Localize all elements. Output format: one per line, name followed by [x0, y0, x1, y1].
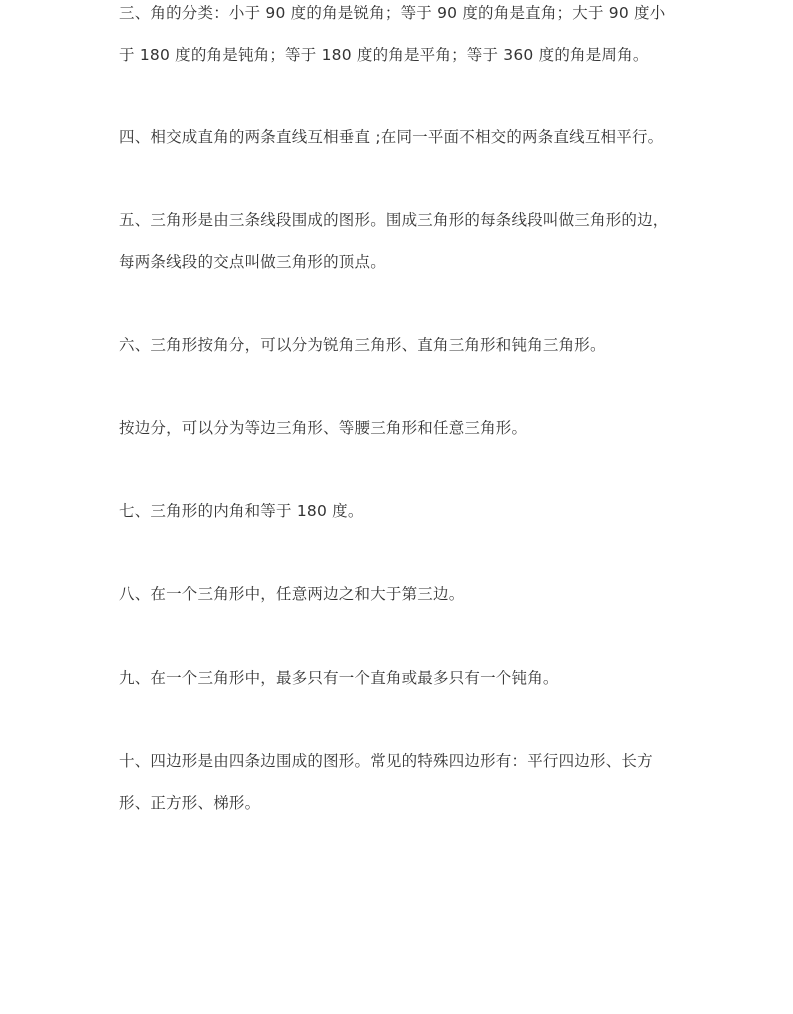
paragraph-angle-classification — [119, 0, 681, 76]
paragraph-triangle-by-side — [119, 407, 681, 449]
text-line: 七、三角形的内角和等于 180 度。 — [119, 502, 364, 520]
paragraph-perpendicular-parallel — [119, 116, 681, 158]
paragraph-triangle-angle-sum — [119, 490, 681, 532]
text-line: 九、在一个三角形中，最多只有一个直角或最多只有一个钝角。 — [119, 669, 559, 687]
text-line: 十、四边形是由四条边围成的图形。常见的特殊四边形有：平行四边形、长方 — [119, 752, 653, 770]
paragraph-triangle-inequality — [119, 573, 681, 615]
paragraph-triangle-angle-limits — [119, 657, 681, 699]
text-line: 按边分，可以分为等边三角形、等腰三角形和任意三角形。 — [119, 419, 528, 437]
paragraph-triangle-by-angle — [119, 324, 681, 366]
text-line: 于 180 度的角是钝角；等于 180 度的角是平角；等于 360 度的角是周角。 — [119, 46, 649, 64]
text-line: 形、正方形、梯形。 — [119, 794, 261, 812]
paragraph-quadrilateral — [119, 740, 681, 824]
text-line: 五、三角形是由三条线段围成的图形。围成三角形的每条线段叫做三角形的边， — [119, 211, 669, 229]
text-line: 四、相交成直角的两条直线互相垂直 ;在同一平面不相交的两条直线互相平行。 — [119, 128, 664, 146]
text-line: 八、在一个三角形中，任意两边之和大于第三边。 — [119, 585, 465, 603]
text-line: 三、角的分类：小于 90 度的角是锐角；等于 90 度的角是直角；大于 90 度小 — [119, 4, 666, 22]
text-line: 每两条线段的交点叫做三角形的顶点。 — [119, 253, 386, 271]
text-line: 六、三角形按角分，可以分为锐角三角形、直角三角形和钝角三角形。 — [119, 336, 606, 354]
paragraph-triangle-definition — [119, 199, 681, 283]
